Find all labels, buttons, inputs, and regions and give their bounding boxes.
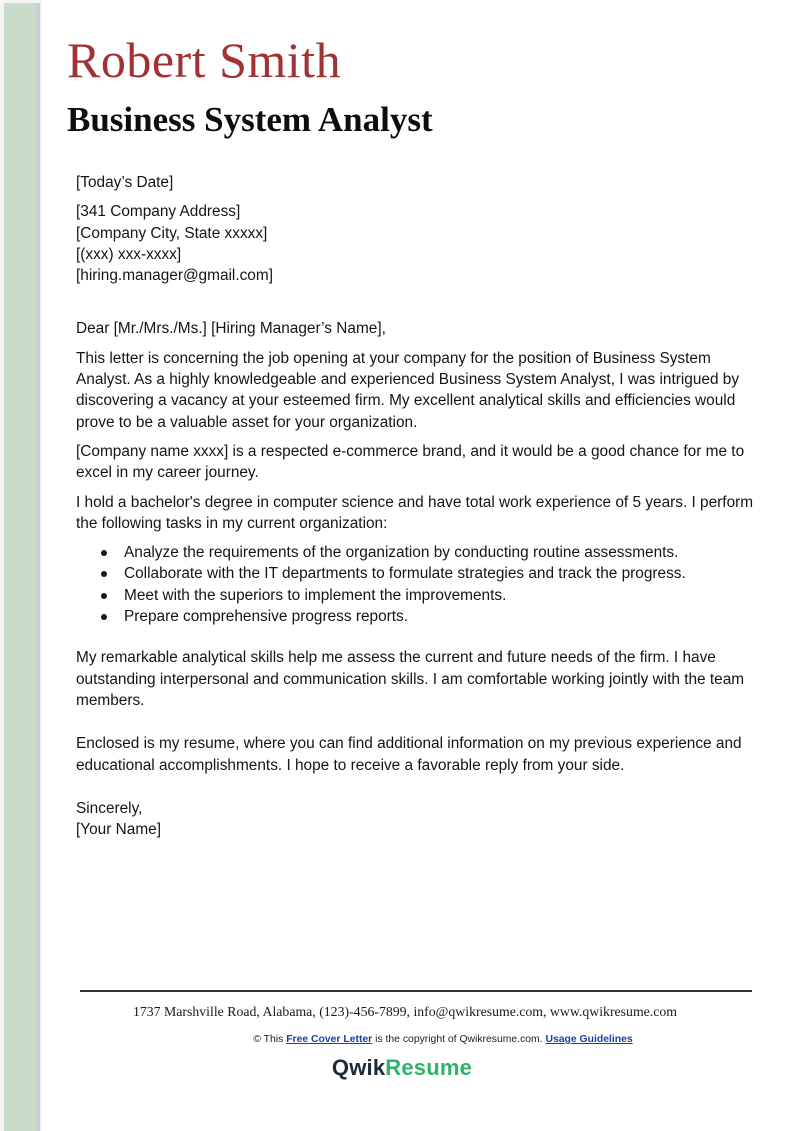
list-item bbox=[76, 606, 756, 627]
footer-divider bbox=[80, 990, 752, 992]
letter-body bbox=[76, 172, 756, 840]
paragraph-enclosure: Enclosed is my resume, where you can find additional information on my previous experience and educational accomplishments. I hope to receive a favorable reply from your side. bbox=[76, 735, 742, 774]
job-title: Business System Analyst bbox=[67, 100, 433, 139]
sidebar-green-band bbox=[4, 3, 36, 1131]
logo-resume: Resume bbox=[385, 1055, 473, 1080]
paragraph-company: [Company name xxxx] is a respected e-commerce brand, and it would be a good chance for me to excel in my career journey. bbox=[76, 442, 745, 482]
qwikresume-logo bbox=[0, 1055, 800, 1081]
free-cover-letter-link[interactable]: Free Cover Letter bbox=[286, 1034, 373, 1045]
paragraph-skills: My remarkable analytical skills help me assess the current and future needs of the firm. I have outstanding interpersonal and communication skills. I am comfortable working jointly with the team members. bbox=[76, 649, 745, 709]
closing-block bbox=[76, 798, 756, 841]
left-decorative-sidebar bbox=[0, 0, 42, 1131]
signature: [Your Name] bbox=[76, 821, 161, 839]
bullet-icon bbox=[101, 550, 107, 556]
task-list bbox=[76, 542, 756, 627]
task-text: Analyze the requirements of the organization by conducting routine assessments. bbox=[124, 544, 679, 562]
logo-qwik: Qwik bbox=[331, 1055, 386, 1080]
bullet-icon bbox=[101, 614, 107, 620]
recipient-address bbox=[76, 201, 756, 286]
address-line-city: [Company City, State xxxxx] bbox=[76, 224, 268, 242]
bullet-icon bbox=[101, 571, 107, 577]
paragraph-intro: This letter is concerning the job opening at your company for the position of Business System Analyst. As a highly knowledgeable and experienced Business System Analyst, I was intrigued by discovering a vacancy at your esteemed firm. My excellent analytical skills and efficiencies would prove to be a valuable asset for your organization. bbox=[76, 349, 740, 431]
task-text: Collaborate with the IT departments to formulate strategies and track the progress. bbox=[124, 565, 686, 583]
list-item bbox=[76, 542, 756, 563]
copyright-notice bbox=[0, 1034, 800, 1045]
address-line-phone: [(xxx) xxx-xxxx] bbox=[76, 245, 182, 263]
letter-date: [Today’s Date] bbox=[76, 174, 174, 191]
closing-phrase: Sincerely, bbox=[76, 799, 143, 817]
list-item bbox=[76, 585, 756, 606]
sidebar-border bbox=[36, 3, 40, 1131]
copyright-middle: is the copyright of Qwikresume.com. bbox=[372, 1034, 546, 1045]
usage-guidelines-link[interactable]: Usage Guidelines bbox=[545, 1034, 633, 1045]
address-line-email: [hiring.manager@gmail.com] bbox=[76, 267, 273, 285]
task-text: Prepare comprehensive progress reports. bbox=[124, 608, 409, 626]
paragraph-experience: I hold a bachelor's degree in computer science and have total work experience of 5 years. I perform the following tasks in my current organization: bbox=[76, 493, 754, 532]
address-line-street: [341 Company Address] bbox=[76, 203, 241, 221]
applicant-name: Robert Smith bbox=[67, 32, 342, 88]
footer-contact-info: 1737 Marshville Road, Alabama, (123)-456-7899, info@qwikresume.com, www.qwikresume.com bbox=[132, 1004, 678, 1019]
bullet-icon bbox=[101, 593, 107, 599]
list-item bbox=[76, 563, 756, 584]
salutation: Dear [Mr./Mrs./Ms.] [Hiring Manager’s Name], bbox=[76, 320, 386, 338]
copyright-prefix: © This bbox=[253, 1034, 287, 1045]
task-text: Meet with the superiors to implement the improvements. bbox=[124, 586, 507, 604]
